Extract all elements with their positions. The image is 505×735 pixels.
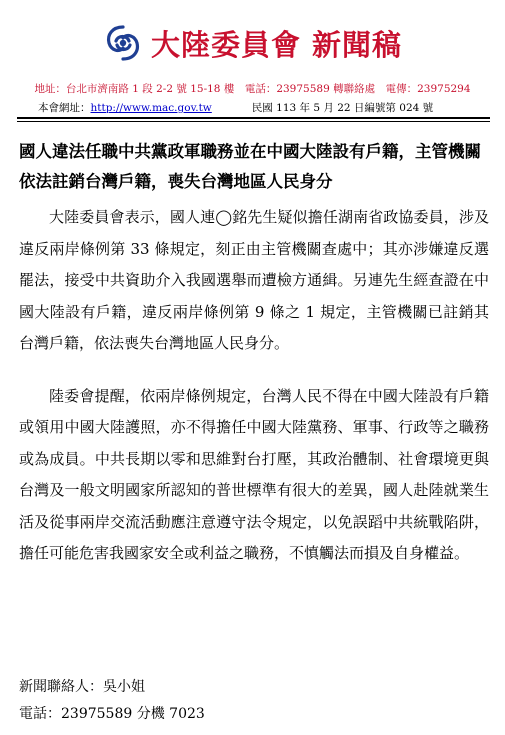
paragraph: 大陸委員會表示，國人連◯銘先生疑似擔任湖南省政協委員，涉及違反兩岸條例第 33 條規定，刻正由主管機關查處中；其亦涉嫌違反選罷法，接受中共資助介入我國選舉而遭檢方通緝。另連先生經查證在中國大陸設有戶籍，違反兩岸條例第 9 條之 1 規定，主管機關已註銷其台灣戶籍，依法喪失台灣地區人民身分。: [19, 208, 489, 352]
website-link[interactable]: http://www.mac.gov.tw: [90, 102, 212, 114]
paragraph: 陸委會提醒，依兩岸條例規定，台灣人民不得在中國大陸設有戶籍或領用中國大陸護照，亦不得擔任中國大陸黨務、軍事、行政等之職務或為成員。中共長期以零和思維對台打壓，其政治體制、社會環境更與台灣及一般文明國家所認知的普世標準有很大的差異，國人赴陸就業生活及從事兩岸交流活動應注意遵守法令規定，以免誤蹈中共統戰陷阱，擔任可能危害我國家安全或利益之職務，不慎觸法而損及自身權益。: [19, 386, 489, 562]
press-release-header: [0, 0, 505, 120]
title-row: [0, 20, 505, 66]
press-body: [19, 202, 489, 570]
org-title: 大陸委員會 新聞稿: [150, 27, 403, 62]
website-date-line: [38, 100, 433, 115]
contact-person: 新聞聯絡人：吳小姐: [19, 679, 145, 695]
release-date-number: 民國 113 年 5 月 22 日編號第 024 號: [251, 102, 434, 114]
mac-logo-icon: [103, 23, 143, 63]
address-line: 地址：台北市濟南路 1 段 2-2 號 15-18 樓 電話：23975589 轉聯絡處 電傳：23975294: [34, 83, 471, 95]
header-divider-thin: [17, 121, 490, 122]
header-divider: [17, 117, 490, 119]
website-label: 本會網址：: [38, 102, 91, 114]
contact-phone: 電話：23975589 分機 7023: [19, 706, 205, 722]
headline: 國人違法任職中共黨政軍職務並在中國大陸設有戶籍，主管機關依法註銷台灣戶籍，喪失台灣地區人民身分: [19, 142, 481, 191]
contact-info: [19, 674, 205, 728]
